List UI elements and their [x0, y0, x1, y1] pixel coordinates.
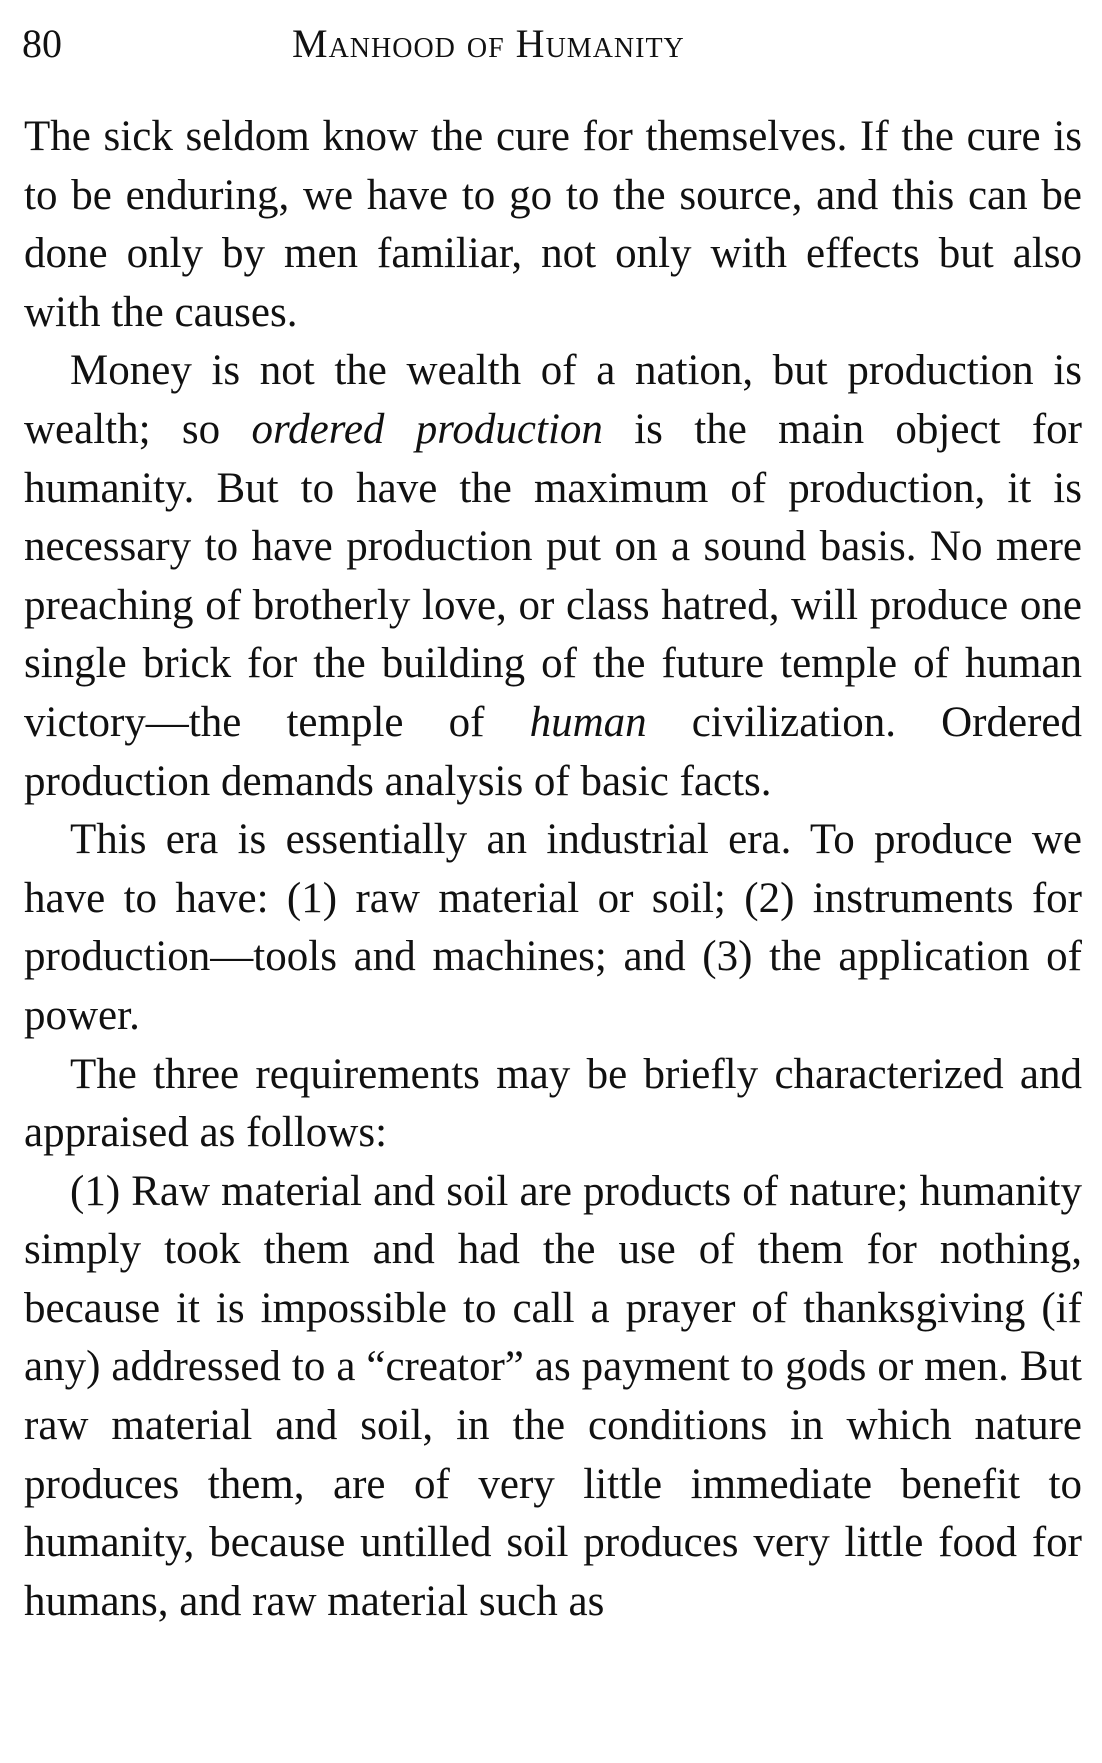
- paragraph-2: [24, 342, 1082, 811]
- paragraph-text: is the main object for humanity. But to have the maximum of production, it is necessary to have production put on a sound basis. No mere preaching of brotherly love, or class hatred, will produce one single brick for the building of the future temple of human victory—the temple of: [24, 405, 1082, 746]
- page-number: 80: [22, 21, 62, 66]
- paragraph-text: The sick seldom know the cure for themselves. If the cure is to be enduring, we have to go to the source, and this can be done only by men familiar, not only with effects but also with the causes.: [24, 113, 1082, 336]
- paragraph-3: [24, 811, 1082, 1045]
- body-text: [24, 108, 1082, 1631]
- paragraph-text: (1) Raw material and soil are products of nature; humanity simply took them and had the use of them for nothing, because it is impossible to call a prayer of thanksgiving (if any) addressed to a “creator” as payment to gods or men. But raw material and soil, in the conditions in which nature produces them, are of very little immediate benefit to humanity, because untilled soil produces very little food for humans, and raw material such as: [24, 1167, 1082, 1625]
- paragraph-text: Money is not the wealth of a nation, but production is wealth; so: [24, 347, 1082, 453]
- paragraph-text: This era is essentially an industrial era. To produce we have to have: (1) raw material or soil; (2) instruments for production—tools and machines; and (3) the application of power.: [24, 816, 1082, 1039]
- running-head: [22, 14, 1082, 74]
- paragraph-1: [24, 108, 1082, 342]
- paragraph-4: [24, 1046, 1082, 1163]
- paragraph-5: [24, 1163, 1082, 1632]
- running-title: Manhood of Humanity: [292, 21, 685, 66]
- paragraph-text: civilization. Ordered production demands analysis of basic facts.: [24, 698, 1082, 805]
- italic-emphasis: human: [529, 698, 647, 746]
- paragraph-text: The three requirements may be briefly characterized and appraised as follows:: [24, 1050, 1082, 1157]
- italic-emphasis: ordered production: [251, 405, 603, 453]
